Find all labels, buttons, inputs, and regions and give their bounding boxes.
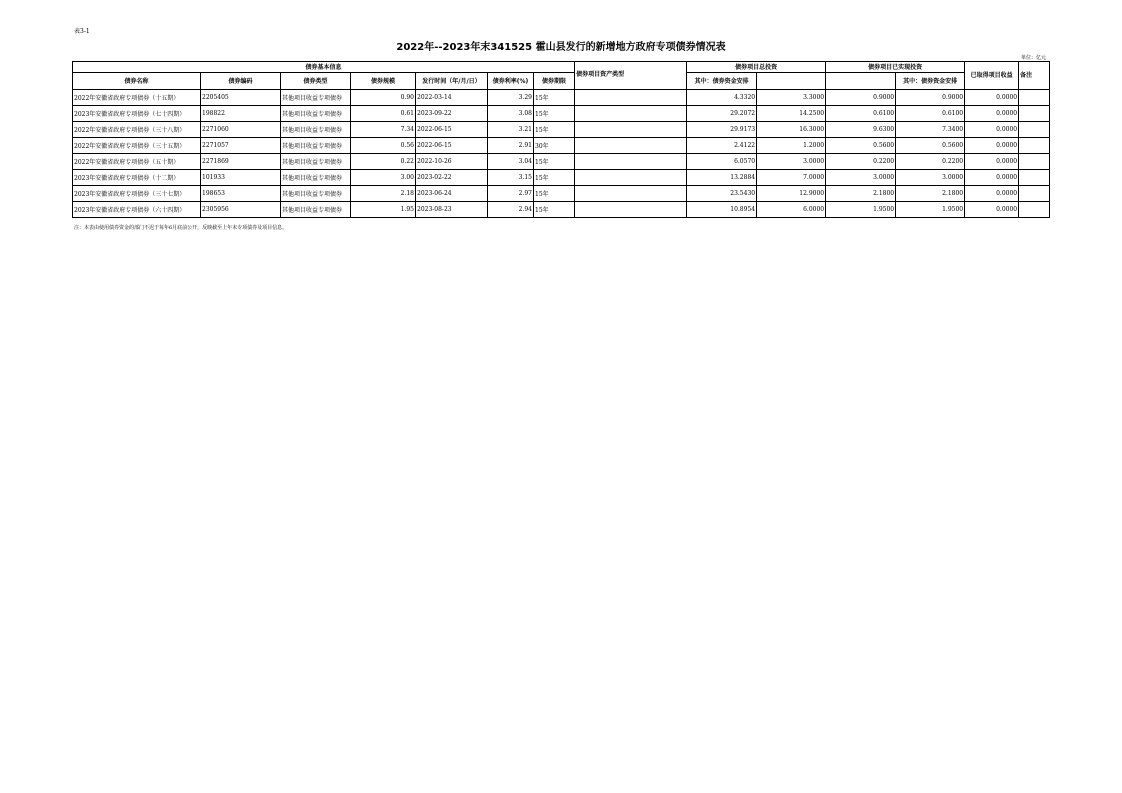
cell-remark [1019, 170, 1050, 186]
cell-remark [1019, 186, 1050, 202]
cell-issue-date: 2023-06-24 [416, 186, 488, 202]
cell-rate: 3.15 [488, 170, 534, 186]
header-rate: 债券利率(%) [488, 73, 534, 90]
cell-rate: 2.94 [488, 202, 534, 218]
cell-realized-invest-bond: 0.2200 [896, 154, 965, 170]
cell-asset-type [575, 186, 687, 202]
cell-issue-date: 2022-06-15 [416, 138, 488, 154]
header-type: 债券类型 [281, 73, 351, 90]
cell-remark [1019, 122, 1050, 138]
cell-total-invest: 6.0570 [687, 154, 757, 170]
cell-realized-invest: 0.9000 [826, 90, 896, 106]
cell-realized-invest-bond: 2.1800 [896, 186, 965, 202]
cell-issue-date: 2023-09-22 [416, 106, 488, 122]
header-income: 已取得项目收益 [965, 62, 1019, 90]
cell-name: 2022年安徽省政府专项债券（三十八期） [73, 122, 201, 138]
cell-asset-type [575, 106, 687, 122]
cell-income: 0.0000 [965, 138, 1019, 154]
cell-name: 2023年安徽省政府专项债券（十二期） [73, 170, 201, 186]
cell-issue-date: 2022-10-26 [416, 154, 488, 170]
cell-realized-invest-bond: 1.9500 [896, 202, 965, 218]
cell-asset-type [575, 122, 687, 138]
cell-remark [1019, 138, 1050, 154]
header-asset-type: 债券项目资产类型 [575, 62, 687, 90]
header-realized-invest-blank [826, 73, 896, 90]
cell-realized-invest: 1.9500 [826, 202, 896, 218]
cell-issue-date: 2022-06-15 [416, 122, 488, 138]
cell-code: 198822 [201, 106, 281, 122]
cell-realized-invest: 2.1800 [826, 186, 896, 202]
table-row [73, 90, 1050, 106]
bond-table [72, 61, 1050, 218]
cell-total-invest-bond: 3.0000 [757, 154, 826, 170]
cell-type: 其他项目收益专项债券 [281, 186, 351, 202]
cell-name: 2023年安徽省政府专项债券（六十四期） [73, 202, 201, 218]
cell-total-invest: 29.2072 [687, 106, 757, 122]
page-title: 2022年--2023年末341525 霍山县发行的新增地方政府专项债券情况表 [396, 42, 726, 53]
cell-term: 15年 [534, 202, 575, 218]
cell-name: 2022年安徽省政府专项债券（五十期） [73, 154, 201, 170]
cell-total-invest: 10.8954 [687, 202, 757, 218]
table-row [73, 106, 1050, 122]
footnote: 注：本表由使用债券资金的部门不迟于每年6月底前公开，反映截至上年末专项债券及项目信息。 [74, 225, 288, 231]
cell-realized-invest-bond: 3.0000 [896, 170, 965, 186]
cell-total-invest-bond: 6.0000 [757, 202, 826, 218]
cell-issue-date: 2023-08-23 [416, 202, 488, 218]
header-total-invest-bond: 其中：债券资金安排 [687, 73, 757, 90]
table-row [73, 154, 1050, 170]
table-row [73, 202, 1050, 218]
cell-term: 15年 [534, 170, 575, 186]
cell-code: 2271060 [201, 122, 281, 138]
header-scale: 债券规模 [351, 73, 416, 90]
cell-income: 0.0000 [965, 106, 1019, 122]
cell-rate: 3.04 [488, 154, 534, 170]
cell-income: 0.0000 [965, 170, 1019, 186]
header-remark: 备注 [1019, 62, 1050, 90]
cell-name: 2023年安徽省政府专项债券（三十七期） [73, 186, 201, 202]
cell-name: 2023年安徽省政府专项债券（七十四期） [73, 106, 201, 122]
cell-name: 2022年安徽省政府专项债券（十五期） [73, 90, 201, 106]
cell-term: 30年 [534, 138, 575, 154]
cell-total-invest-bond: 12.9000 [757, 186, 826, 202]
header-realized-invest-bond: 其中：债券资金安排 [896, 73, 965, 90]
cell-realized-invest-bond: 7.3400 [896, 122, 965, 138]
cell-code: 101933 [201, 170, 281, 186]
cell-scale: 0.56 [351, 138, 416, 154]
header-total-invest: 债券项目总投资 [687, 62, 826, 73]
cell-total-invest-bond: 16.3000 [757, 122, 826, 138]
table-body [73, 90, 1050, 218]
cell-realized-invest: 9.6300 [826, 122, 896, 138]
header-issue-date: 发行时间（年/月/日） [416, 73, 488, 90]
cell-remark [1019, 202, 1050, 218]
cell-asset-type [575, 170, 687, 186]
cell-total-invest-bond: 3.3000 [757, 90, 826, 106]
cell-total-invest: 13.2884 [687, 170, 757, 186]
cell-code: 2305956 [201, 202, 281, 218]
cell-total-invest-bond: 7.0000 [757, 170, 826, 186]
table-row [73, 170, 1050, 186]
cell-income: 0.0000 [965, 90, 1019, 106]
cell-code: 2271869 [201, 154, 281, 170]
cell-remark [1019, 106, 1050, 122]
cell-type: 其他项目收益专项债券 [281, 202, 351, 218]
cell-scale: 1.95 [351, 202, 416, 218]
cell-income: 0.0000 [965, 202, 1019, 218]
cell-realized-invest-bond: 0.9000 [896, 90, 965, 106]
cell-type: 其他项目收益专项债券 [281, 138, 351, 154]
cell-asset-type [575, 90, 687, 106]
cell-rate: 3.08 [488, 106, 534, 122]
cell-income: 0.0000 [965, 186, 1019, 202]
table-row [73, 138, 1050, 154]
header-basic-info: 债券基本信息 [73, 62, 575, 73]
cell-type: 其他项目收益专项债券 [281, 154, 351, 170]
cell-remark [1019, 154, 1050, 170]
header-name: 债券名称 [73, 73, 201, 90]
cell-term: 15年 [534, 186, 575, 202]
cell-scale: 7.34 [351, 122, 416, 138]
cell-scale: 0.22 [351, 154, 416, 170]
unit-label: 单位：亿元 [1020, 55, 1046, 61]
cell-total-invest-bond: 1.2000 [757, 138, 826, 154]
cell-name: 2022年安徽省政府专项债券（三十五期） [73, 138, 201, 154]
cell-rate: 2.97 [488, 186, 534, 202]
cell-total-invest: 2.4122 [687, 138, 757, 154]
header-code: 债券编码 [201, 73, 281, 90]
cell-rate: 2.91 [488, 138, 534, 154]
cell-realized-invest: 0.2200 [826, 154, 896, 170]
sheet-code: 表3-1 [74, 28, 90, 35]
cell-realized-invest: 0.5600 [826, 138, 896, 154]
cell-term: 15年 [534, 154, 575, 170]
cell-asset-type [575, 138, 687, 154]
cell-scale: 0.61 [351, 106, 416, 122]
cell-rate: 3.29 [488, 90, 534, 106]
cell-code: 198653 [201, 186, 281, 202]
cell-total-invest: 4.3320 [687, 90, 757, 106]
cell-total-invest-bond: 14.2500 [757, 106, 826, 122]
table-header [73, 62, 1050, 90]
cell-term: 15年 [534, 90, 575, 106]
cell-term: 15年 [534, 106, 575, 122]
cell-code: 2271057 [201, 138, 281, 154]
cell-type: 其他项目收益专项债券 [281, 170, 351, 186]
cell-scale: 0.90 [351, 90, 416, 106]
cell-realized-invest: 3.0000 [826, 170, 896, 186]
cell-realized-invest-bond: 0.5600 [896, 138, 965, 154]
table-row [73, 186, 1050, 202]
cell-asset-type [575, 154, 687, 170]
cell-code: 2205405 [201, 90, 281, 106]
cell-issue-date: 2022-03-14 [416, 90, 488, 106]
cell-total-invest: 23.5430 [687, 186, 757, 202]
cell-total-invest: 29.9173 [687, 122, 757, 138]
table-row [73, 122, 1050, 138]
header-total-invest-blank [757, 73, 826, 90]
cell-type: 其他项目收益专项债券 [281, 106, 351, 122]
cell-asset-type [575, 202, 687, 218]
cell-realized-invest-bond: 0.6100 [896, 106, 965, 122]
header-realized-invest: 债券项目已实现投资 [826, 62, 965, 73]
cell-remark [1019, 90, 1050, 106]
cell-rate: 3.21 [488, 122, 534, 138]
cell-scale: 3.00 [351, 170, 416, 186]
cell-income: 0.0000 [965, 122, 1019, 138]
cell-type: 其他项目收益专项债券 [281, 90, 351, 106]
cell-income: 0.0000 [965, 154, 1019, 170]
cell-term: 15年 [534, 122, 575, 138]
cell-realized-invest: 0.6100 [826, 106, 896, 122]
cell-scale: 2.18 [351, 186, 416, 202]
header-term: 债券期限 [534, 73, 575, 90]
cell-type: 其他项目收益专项债券 [281, 122, 351, 138]
cell-issue-date: 2023-02-22 [416, 170, 488, 186]
